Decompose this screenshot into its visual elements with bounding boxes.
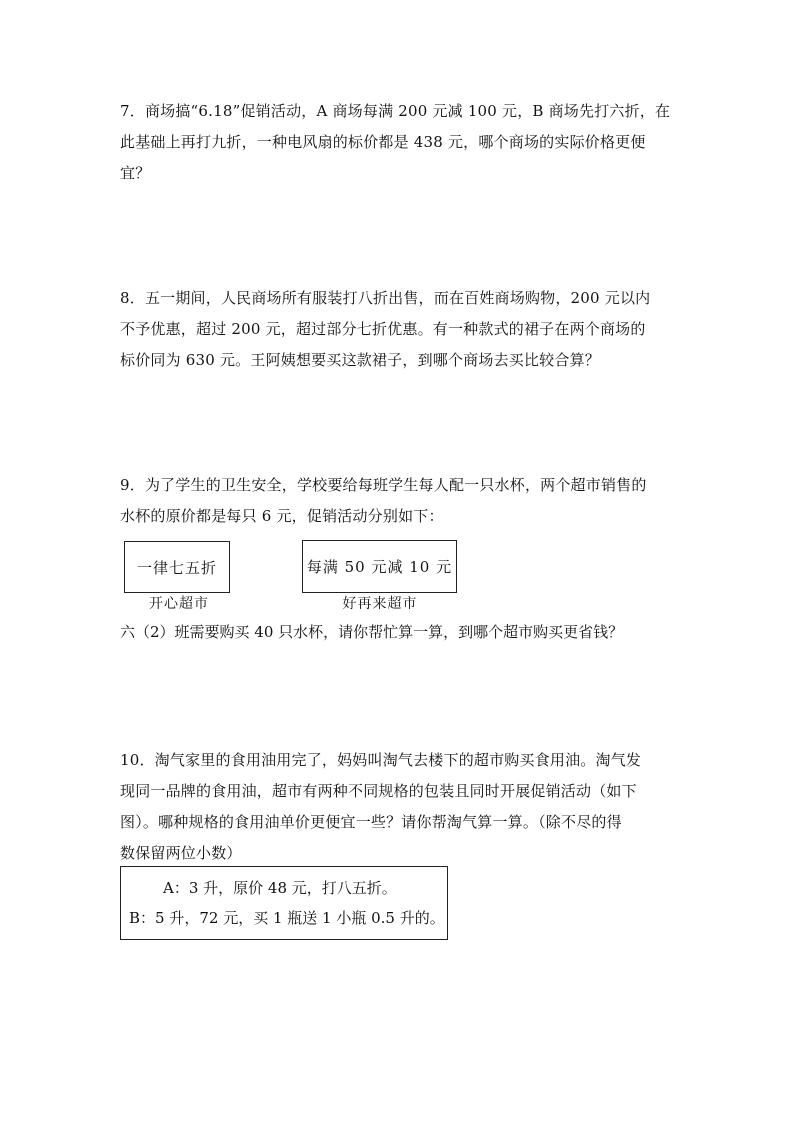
question-8-line-2: 不予优惠，超过 200 元，超过部分七折优惠。有一种款式的裙子在两个商场的 <box>120 320 646 338</box>
promo-haozai-text: 每满 50 元减 10 元 <box>306 558 453 576</box>
question-7-line-3: 宜？ <box>120 164 151 182</box>
promo-box-kaixin <box>124 541 230 593</box>
question-10 <box>120 745 680 869</box>
question-7 <box>120 96 680 189</box>
store-label-haozai: 好再来超市 <box>342 596 418 612</box>
question-9-line-2: 水杯的原价都是每只 6 元，促销活动分别如下： <box>120 507 444 525</box>
question-9 <box>120 470 680 532</box>
oil-spec-a: A：3 升，原价 48 元，打八五折。 <box>163 879 397 897</box>
question-8 <box>120 283 680 376</box>
question-9-followup: 六（2）班需要购买 40 只水杯，请你帮忙算一算，到哪个超市购买更省钱？ <box>120 623 624 641</box>
question-10-line-3: 图）。哪种规格的食用油单价更便宜一些？请你帮淘气算一算。（除不尽的得 <box>120 813 622 831</box>
oil-spec-b: B：5 升，72 元，买 1 瓶送 1 小瓶 0.5 升的。 <box>129 909 445 927</box>
promo-box-haozai <box>302 540 457 593</box>
promo-kaixin-text: 一律七五折 <box>136 558 217 577</box>
store-label-kaixin: 开心超市 <box>149 596 209 612</box>
oil-spec-box <box>120 866 448 940</box>
question-8-line-3: 标价同为 630 元。王阿姨想要买这款裙子，到哪个商场去买比较合算？ <box>120 351 600 369</box>
question-10-line-4: 数保留两位小数） <box>120 844 242 862</box>
question-10-line-2: 现同一品牌的食用油，超市有两种不同规格的包装且同时开展促销活动（如下 <box>120 782 637 800</box>
question-7-line-1: 7．商场搞“6.18”促销活动，A 商场每满 200 元减 100 元，B 商场先打六折，在 <box>120 102 671 120</box>
question-8-line-1: 8．五一期间，人民商场所有服装打八折出售，而在百姓商场购物，200 元以内 <box>120 289 651 307</box>
question-7-line-2: 此基础上再打九折，一种电风扇的标价都是 438 元，哪个商场的实际价格更便 <box>120 133 646 151</box>
question-10-line-1: 10．淘气家里的食用油用完了，妈妈叫淘气去楼下的超市购买食用油。淘气发 <box>120 751 642 769</box>
question-9-line-1: 9．为了学生的卫生安全，学校要给每班学生每人配一只水杯，两个超市销售的 <box>120 476 647 494</box>
